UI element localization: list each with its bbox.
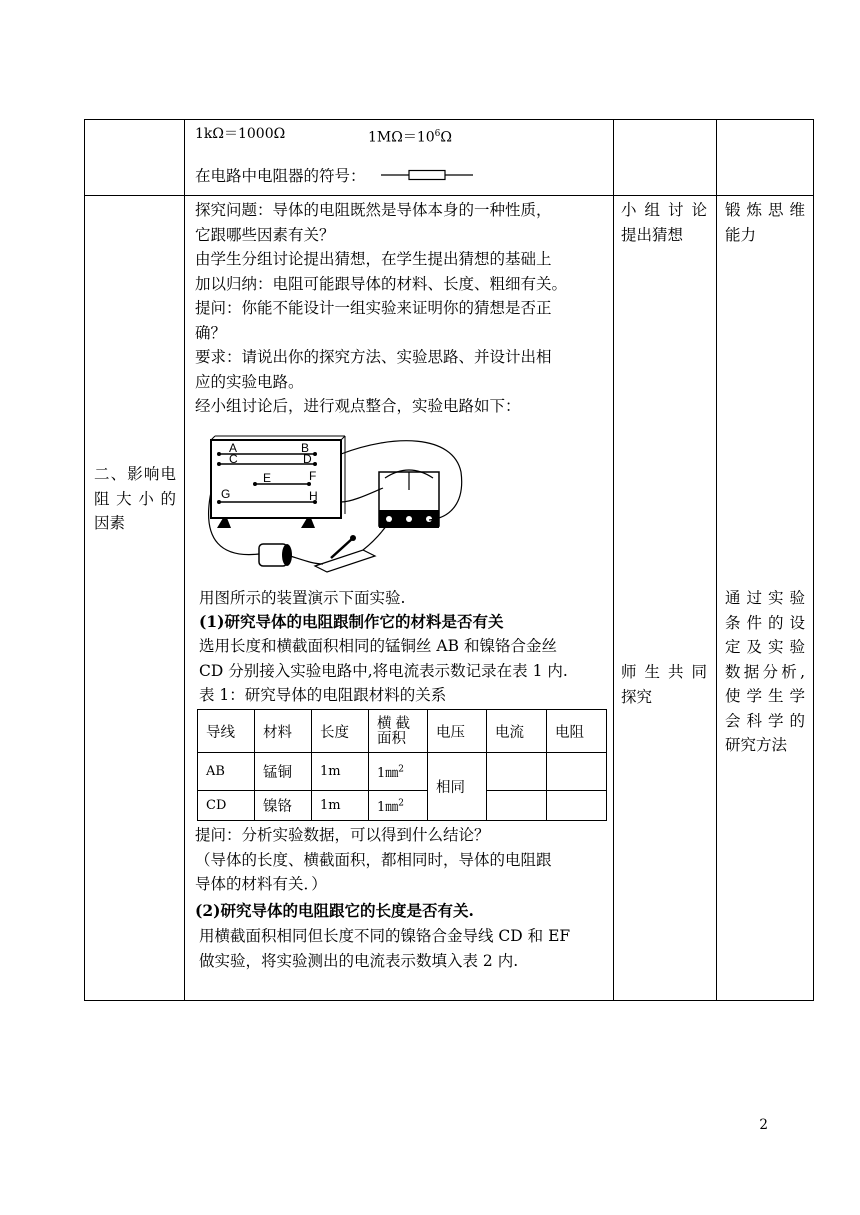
voltage-merged-cell: 相同 (428, 753, 487, 821)
table1-header: 电阻 (547, 710, 607, 753)
after-table-text: 提问：分析实验数据，可以得到什么结论？ （导体的长度、横截面积，都相同时，导体的电阻跟 导体的材料有关．） (195, 826, 552, 893)
goal-thinking: 锻炼思维 能力 (725, 201, 805, 244)
diagram-label-f: F (309, 469, 317, 483)
section-title: 二、影响电 阻大小的 因素 (94, 465, 176, 532)
diagram-label-e: E (263, 471, 272, 485)
table1-header: 电流 (487, 710, 547, 753)
table1-header: 电压 (428, 710, 487, 753)
resistor-symbol-icon (381, 168, 473, 182)
section2-title: (2)研究导体的电阻跟它的长度是否有关. (195, 901, 474, 920)
diagram-label-c: C (229, 452, 238, 466)
formula-kilo-ohm: 1kΩ＝1000Ω (195, 126, 286, 142)
table1-material (197, 709, 607, 821)
main-text-block: 探究问题：导体的电阻既然是导体本身的一种性质， 它跟哪些因素有关？ 由学生分组讨论提出猜想，在学生提出猜想的基础上 加以归纳：电阻可能跟导体的材料、长度、粗细有关。 提问：你能不能设计一组实验来证明你的猜想是否正 确？ 要求：请说出你的探究方法、实验思路、并设计出相 应的实验电路。 经小组讨论后，进行观点整合，实验电路如下： (195, 201, 568, 415)
diagram-label-h: H (309, 489, 318, 503)
diagram-label-b: B (301, 441, 310, 455)
diagram-label-d: D (303, 452, 312, 466)
goal-method: 通过实验 条件的设 定及实验 数据分析, 使学生学 会科学的 研究方法 (725, 589, 805, 754)
diagram-label-g: G (221, 487, 231, 501)
table1-header: 材料 (255, 710, 312, 753)
table1-header: 长度 (312, 710, 369, 753)
table-row: CD 镍铬 1m 1㎜$^2$ (198, 791, 607, 821)
diagram-label-a: A (229, 441, 238, 455)
after-diagram-text: 用图所示的装置演示下面实验. (199, 589, 406, 607)
table1-header-area: 横截 面积 (369, 710, 428, 753)
experiment-circuit-diagram (203, 432, 465, 576)
table-top-border (84, 119, 814, 120)
col-border-3 (716, 119, 717, 1001)
table1-header: 导线 (198, 710, 255, 753)
section1-title: (1)研究导体的电阻跟制作它的材料是否有关 (199, 612, 504, 631)
table-bottom-border (84, 1000, 814, 1001)
resistor-symbol-label: 在电路中电阻器的符号： (195, 167, 366, 185)
activity-explore: 师生共同 探究 (621, 663, 707, 706)
formula-mega-ohm: $1M\Omega=10^6\Omega$ (368, 129, 453, 146)
section1-text: 选用长度和横截面积相同的锰铜丝 AB 和镍铬合金丝 CD 分别接入实验电路中,将电流表示数记录在表 1 内. 表 1：研究导体的电阻跟材料的关系 (199, 637, 568, 704)
activity-discuss: 小组讨论 提出猜想 (621, 201, 707, 244)
col-border-1 (184, 119, 185, 1001)
row-divider (84, 195, 814, 196)
section2-text: 用横截面积相同但长度不同的镍铬合金导线 CD 和 EF 做实验，将实验测出的电流表示数填入表 2 内. (199, 927, 571, 970)
col-border-0 (84, 119, 85, 1001)
col-border-2 (613, 119, 614, 1001)
page-number: 2 (759, 1117, 768, 1133)
col-border-4 (813, 119, 814, 1001)
table-row: AB 锰铜 1m 1㎜$^2$ 相同 (198, 753, 607, 791)
